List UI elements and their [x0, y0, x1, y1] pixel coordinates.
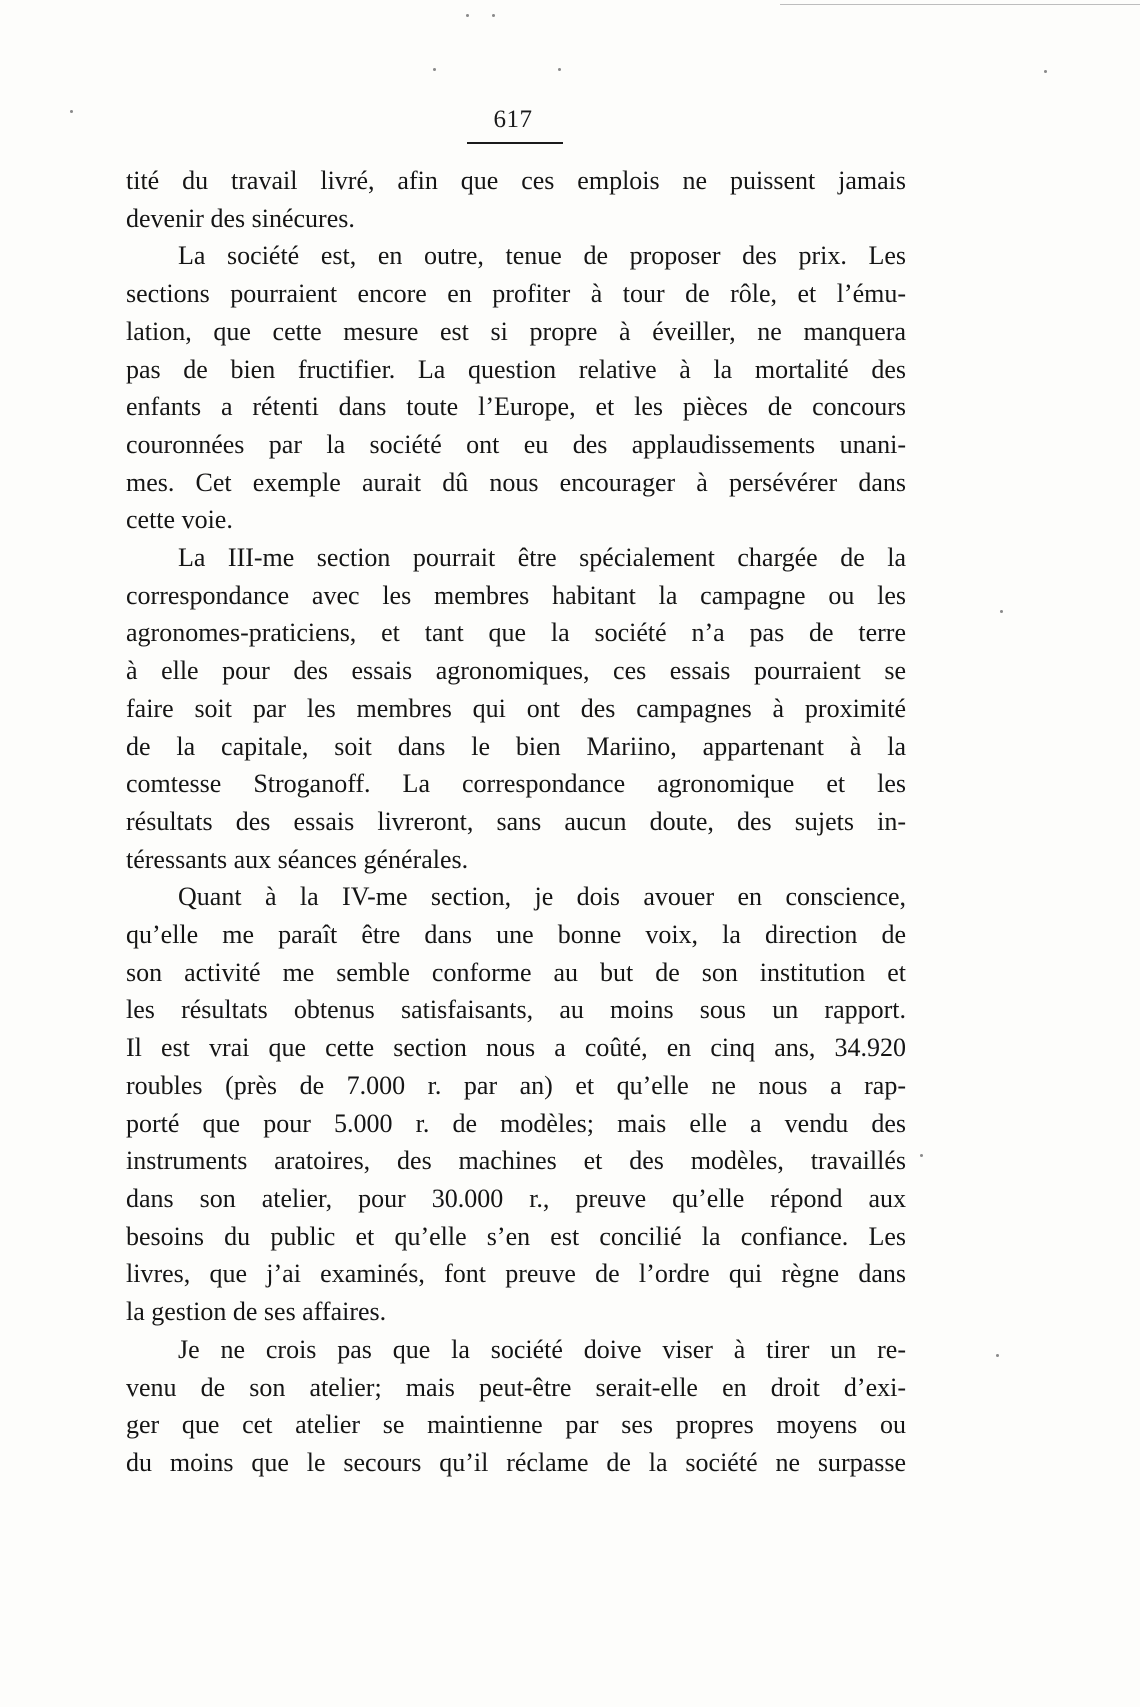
paragraph — [126, 878, 906, 1330]
text-line: sections pourraient encore en profiter à tour de rôle, et l’ému- — [126, 279, 906, 309]
scan-speck — [920, 1154, 923, 1157]
text-line: venu de son atelier; mais peut-être serait-elle en droit d’exi- — [126, 1372, 906, 1402]
text-line: qu’elle me paraît être dans une bonne voix, la direction de — [126, 920, 906, 950]
paragraph — [126, 162, 906, 237]
scan-speck — [70, 110, 73, 113]
text-line: devenir des sinécures. — [126, 203, 355, 233]
text-line: correspondance avec les membres habitant la campagne ou les — [126, 580, 906, 610]
text-line: livres, que j’ai examinés, font preuve de l’ordre qui règne dans — [126, 1259, 906, 1289]
scan-speck — [558, 68, 561, 71]
paragraph — [126, 1331, 906, 1482]
text-line: Quant à la IV-me section, je dois avouer en conscience, — [178, 882, 906, 912]
scan-speck — [492, 14, 495, 17]
scan-speck — [996, 1354, 999, 1357]
text-line: La société est, en outre, tenue de proposer des prix. Les — [178, 241, 906, 271]
text-line: instruments aratoires, des machines et des modèles, travaillés — [126, 1146, 906, 1176]
text-line: Il est vrai que cette section nous a coûté, en cinq ans, 34.920 — [126, 1033, 906, 1063]
text-line: porté que pour 5.000 r. de modèles; mais elle a vendu des — [126, 1108, 906, 1138]
scan-edge-line — [780, 4, 1140, 5]
text-line: son activité me semble conforme au but de son institution et — [126, 957, 906, 987]
body-text — [126, 162, 906, 1482]
text-line: du moins que le secours qu’il réclame de la société ne surpasse — [126, 1447, 906, 1477]
text-line: roubles (près de 7.000 r. par an) et qu’elle ne nous a rap- — [126, 1070, 906, 1100]
text-line: les résultats obtenus satisfaisants, au moins sous un rapport. — [126, 995, 906, 1025]
text-line: ger que cet atelier se maintienne par ses propres moyens ou — [126, 1410, 906, 1440]
text-line: couronnées par la société ont eu des applaudissements unani- — [126, 429, 906, 459]
scan-speck — [1000, 610, 1003, 613]
text-line: enfants a rétenti dans toute l’Europe, et les pièces de concours — [126, 392, 906, 422]
text-line: dans son atelier, pour 30.000 r., preuve qu’elle répond aux — [126, 1183, 906, 1213]
text-line: résultats des essais livreront, sans aucun doute, des sujets in- — [126, 806, 906, 836]
text-line: pas de bien fructifier. La question relative à la mortalité des — [126, 354, 906, 384]
text-line: agronomes-praticiens, et tant que la société n’a pas de terre — [126, 618, 906, 648]
text-line: La III-me section pourrait être spécialement chargée de la — [178, 543, 906, 573]
page-number-underline — [467, 142, 563, 144]
paragraph — [126, 237, 906, 539]
text-line: lation, que cette mesure est si propre à éveiller, ne manquera — [126, 316, 906, 346]
text-line: besoins du public et qu’elle s’en est concilié la confiance. Les — [126, 1221, 906, 1251]
text-line: la gestion de ses affaires. — [126, 1297, 387, 1327]
text-line: téressants aux séances générales. — [126, 844, 469, 874]
scan-speck — [466, 14, 469, 17]
text-line: faire soit par les membres qui ont des campagnes à proximité — [126, 693, 906, 723]
paragraph — [126, 539, 906, 878]
text-line: mes. Cet exemple aurait dû nous encourager à persévérer dans — [126, 467, 906, 497]
text-line: Je ne crois pas que la société doive viser à tirer un re- — [178, 1334, 906, 1364]
text-line: à elle pour des essais agronomiques, ces essais pourraient se — [126, 656, 906, 686]
page-number: 617 — [493, 106, 533, 133]
scan-speck — [1044, 70, 1047, 73]
text-line: cette voie. — [126, 505, 233, 535]
text-line: de la capitale, soit dans le bien Mariino, appartenant à la — [126, 731, 906, 761]
text-line: tité du travail livré, afin que ces emplois ne puissent jamais — [126, 166, 906, 195]
text-line: comtesse Stroganoff. La correspondance agronomique et les — [126, 769, 906, 799]
scan-speck — [433, 68, 436, 71]
